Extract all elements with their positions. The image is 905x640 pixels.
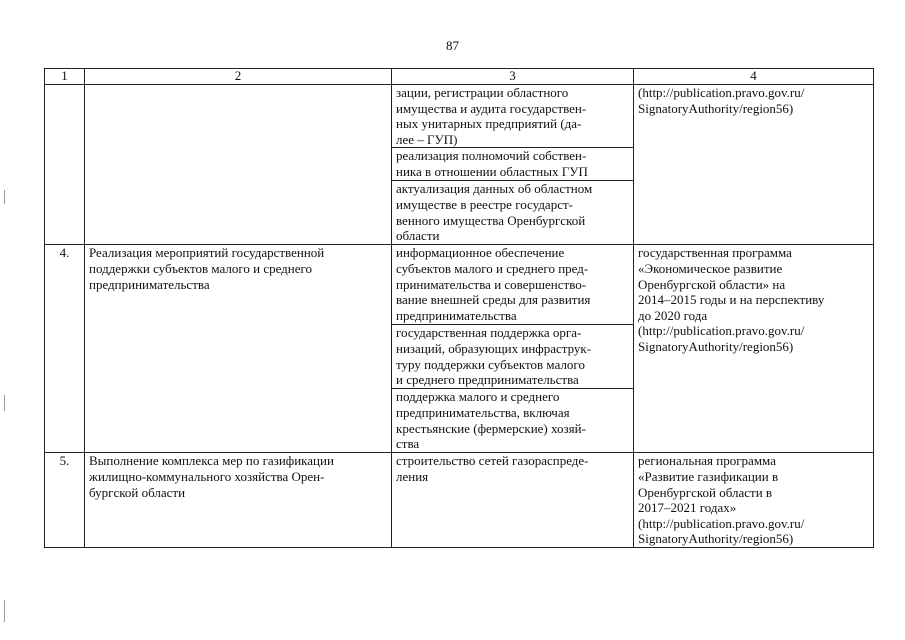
actions-list xyxy=(392,85,633,244)
header-cell: 3 xyxy=(392,69,634,85)
source-cell: (http://publication.pravo.gov.ru/ SignatoryAuthority/region56) xyxy=(634,85,874,245)
action-item: зации, регистрации областного имущества и аудита государствен- ных унитарных предприятий (да- лее – ГУП) xyxy=(396,85,587,147)
measure-cell xyxy=(85,85,392,245)
action-item: реализация полномочий собствен- ника в отношении областных ГУП xyxy=(392,148,633,181)
actions-list xyxy=(392,245,633,452)
actions-cell xyxy=(392,245,634,453)
header-cell: 4 xyxy=(634,69,874,85)
actions-cell xyxy=(392,453,634,548)
actions-cell xyxy=(392,85,634,245)
table-row xyxy=(45,245,874,453)
page-number: 87 xyxy=(446,38,459,53)
measure-cell: Выполнение комплекса мер по газификации жилищно-коммунального хозяйства Орен- бургской области xyxy=(85,453,392,548)
source-cell: региональная программа «Развитие газификации в Оренбургской области в 2017–2021 годах» (http://publication.pravo.gov.ru/ SignatoryAuthority/region56) xyxy=(634,453,874,548)
measure-cell: Реализация мероприятий государственной поддержки субъектов малого и среднего предпринимательства xyxy=(85,245,392,453)
scan-edge-mark xyxy=(4,190,5,204)
header-cell: 1 xyxy=(45,69,85,85)
scan-edge-mark xyxy=(4,395,5,411)
source-cell: государственная программа «Экономическое развитие Оренбургской области» на 2014–2015 годы и на перспективу до 2020 года (http://publication.pravo.gov.ru/ SignatoryAuthority/region56) xyxy=(634,245,874,453)
row-number: 4. xyxy=(45,245,85,453)
measures-table xyxy=(44,68,874,548)
action-item: актуализация данных об областном имуществе в реестре государст- венного имущества Оренбургской области xyxy=(392,181,633,245)
actions-list xyxy=(392,453,633,484)
table-row xyxy=(45,453,874,548)
action-item: строительство сетей газораспреде- ления xyxy=(396,453,589,484)
row-number: 5. xyxy=(45,453,85,548)
row-number xyxy=(45,85,85,245)
table-row xyxy=(45,85,874,245)
action-item: поддержка малого и среднего предпринимательства, включая крестьянские (фермерские) хозяй- ства xyxy=(392,389,633,453)
action-item: государственная поддержка орга- низаций, образующих инфраструк- туру поддержки субъектов малого и среднего предпринимательства xyxy=(392,325,633,389)
action-item: информационное обеспечение субъектов малого и среднего пред- принимательства и совершенство- вание внешней среды для развития предпринимательства xyxy=(396,245,591,323)
header-cell: 2 xyxy=(85,69,392,85)
scan-edge-mark xyxy=(4,600,5,622)
table-header-row xyxy=(45,69,874,85)
